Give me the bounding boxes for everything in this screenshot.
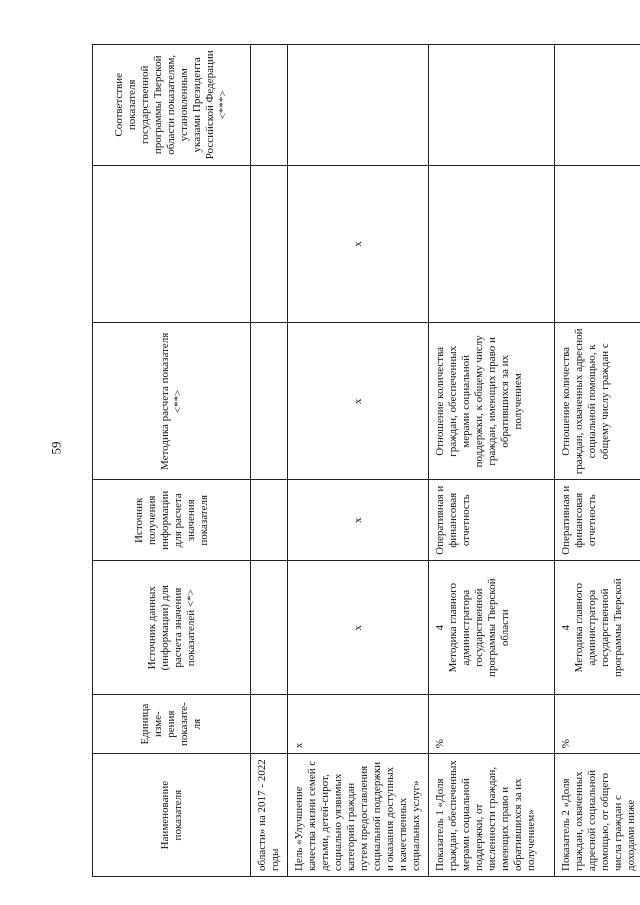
- table-row: [288, 45, 429, 877]
- cell-unit: %: [429, 695, 555, 754]
- cell-extra: [555, 165, 640, 323]
- cell-unit: %: [555, 695, 640, 754]
- cell-unit: [251, 695, 288, 754]
- cell-source: 4 Методика главного администратора государственной программы Тверской: [555, 561, 640, 695]
- cell-extra: [429, 165, 555, 323]
- cell-method: [251, 323, 288, 480]
- header-unit: Единица изме-рения показате-ля: [93, 695, 251, 754]
- cell-match: [555, 45, 640, 166]
- cell-unit: х: [288, 695, 429, 754]
- header-info-origin: Источник получения информации для расчета значения показателя: [93, 480, 251, 561]
- table-row: [555, 45, 640, 877]
- page-number: 59: [48, 441, 64, 455]
- cell-name: Цель «Улучшение качества жизни семей с детьми, детей-сирот, социально уязвимых категорий граждан путем предоставления социальной поддержки и оказания доступных и качественных социальных услуг»: [288, 754, 429, 877]
- cell-source: х: [288, 561, 429, 695]
- rotated-table-container: [92, 44, 637, 877]
- cell-match: [251, 45, 288, 166]
- cell-extra: х: [288, 165, 429, 323]
- header-data-source: Источник данных (информации) для расчета значения показателей <*>: [93, 561, 251, 695]
- cell-method: Отношение количества граждан, охваченных адресной социальной помощью, к общему числу граждан с: [555, 323, 640, 480]
- table-row: [429, 45, 555, 877]
- cell-name: области» на 2017 - 2022 годы: [251, 754, 288, 877]
- cell-origin: Оперативная и финансовая отчетность: [555, 480, 640, 561]
- cell-source: [251, 561, 288, 695]
- cell-match: [429, 45, 555, 166]
- cell-extra: [251, 165, 288, 323]
- cell-name: Показатель 2 «Доля граждан, охваченных адресной социальной помощью, от общего числа граждан с доходами ниже: [555, 754, 640, 877]
- header-method: Методика расчета показателя <**>: [93, 323, 251, 480]
- header-match: Соответствие показателя государственной программы Тверской области показателям, установленным указами Президента Российской Федерации <***>: [93, 45, 251, 166]
- cell-name: Показатель 1 «Доля граждан, обеспеченных мерами социальной поддержки, от численности граждан, имеющих право и обратившихся за их получением»: [429, 754, 555, 877]
- cell-origin: х: [288, 480, 429, 561]
- table-header-row: [93, 45, 251, 877]
- cell-match: [288, 45, 429, 166]
- header-empty: [93, 165, 251, 323]
- table-row: [251, 45, 288, 877]
- cell-origin: Оперативная и финансовая отчетность: [429, 480, 555, 561]
- cell-method: х: [288, 323, 429, 480]
- cell-source: 4 Методика главного администратора государственной программы Тверской области: [429, 561, 555, 695]
- cell-method: Отношение количества граждан, обеспеченных мерами социальной поддержки, к общему числу граждан, имеющих право и обратившихся за их получением: [429, 323, 555, 480]
- indicator-table: [92, 44, 640, 877]
- header-indicator-name: Наименование показателя: [93, 754, 251, 877]
- cell-origin: [251, 480, 288, 561]
